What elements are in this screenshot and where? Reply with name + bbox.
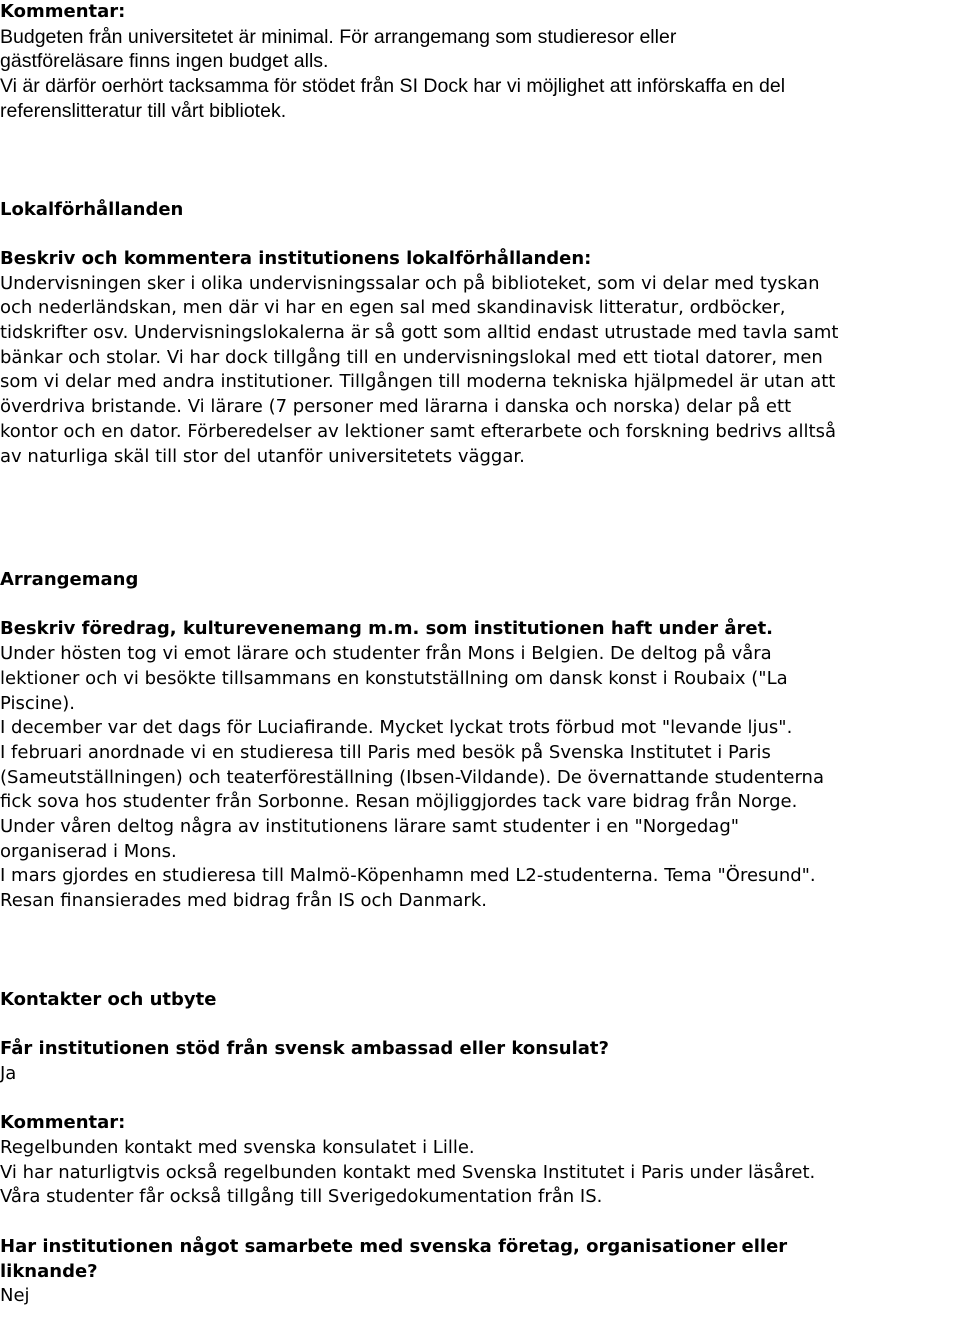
- spacer: [0, 914, 960, 988]
- intro-line: referenslitteratur till vårt bibliotek.: [0, 99, 287, 122]
- section-heading: Kontakter och utbyte: [0, 988, 217, 1010]
- answer-line: som vi delar med andra institutioner. Tillgången till moderna tekniska hjälpmedel är utan att: [0, 371, 836, 393]
- answer-line: I mars gjordes en studieresa till Malmö-Köpenhamn med L2-studenterna. Tema "Öresund".: [0, 865, 816, 887]
- comment-line: Våra studenter får också tillgång till Sverigedokumentation från IS.: [0, 1186, 603, 1208]
- kontakter-section: [0, 988, 960, 1309]
- lokal-section: [0, 198, 960, 470]
- intro-line: Budgeten från universitetet är minimal. För arrangemang som studieresor eller: [0, 25, 677, 48]
- section-question: Beskriv föredrag, kulturevenemang m.m. som institutionen haft under året.: [0, 618, 774, 640]
- spacer: [0, 1210, 960, 1235]
- answer-line: fick sova hos studenter från Sorbonne. Resan möjliggjordes tack vare bidrag från Norge.: [0, 791, 798, 813]
- comment-line: Vi har naturligtvis också regelbunden kontakt med Svenska Institutet i Paris under läsåret.: [0, 1161, 816, 1183]
- answer-line: Under hösten tog vi emot lärare och studenter från Mons i Belgien. De deltog på våra: [0, 643, 772, 665]
- section-question: Har institutionen något samarbete med svenska företag, organisationer eller: [0, 1235, 788, 1257]
- answer-line: av naturliga skäl till stor del utanför universitetets väggar.: [0, 445, 525, 467]
- answer-line: I december var det dags för Luciafirande. Mycket lyckat trots förbud mot "levande ljus".: [0, 717, 793, 739]
- spacer: [0, 222, 960, 247]
- intro-line: gästföreläsare finns ingen budget alls.: [0, 50, 329, 73]
- comment-line: Regelbunden kontakt med svenska konsulatet i Lille.: [0, 1137, 475, 1159]
- answer-line: Resan finansierades med bidrag från IS och Danmark.: [0, 890, 487, 912]
- section-question: Beskriv och kommentera institutionens lokalförhållanden:: [0, 247, 592, 269]
- arrangemang-section: [0, 568, 960, 914]
- answer-line: Piscine).: [0, 692, 75, 714]
- spacer: [0, 1013, 960, 1038]
- spacer: [0, 469, 960, 568]
- answer-line: överdriva bristande. Vi lärare (7 personer med lärarna i danska och norska) delar på ett: [0, 396, 792, 418]
- answer-line: bänkar och stolar. Vi har dock tillgång till en undervisningslokal med ett tiotal datorer, men: [0, 346, 823, 368]
- section-heading: Arrangemang: [0, 569, 139, 591]
- section-question: Får institutionen stöd från svensk ambassad eller konsulat?: [0, 1038, 609, 1060]
- answer-line: I februari anordnade vi en studieresa till Paris med besök på Svenska Institutet i Paris: [0, 741, 771, 763]
- intro-section: [0, 0, 960, 124]
- intro-comment-label: Kommentar:: [0, 1, 126, 22]
- answer-value: Nej: [0, 1285, 30, 1307]
- spacer: [0, 124, 960, 198]
- spacer: [0, 1087, 960, 1112]
- section-heading: Lokalförhållanden: [0, 198, 184, 220]
- intro-line: Vi är därför oerhört tacksamma för stödet från SI Dock har vi möjlighet att införskaffa en del: [0, 75, 786, 98]
- answer-line: Under våren deltog några av institutionens lärare samt studenter i en "Norgedag": [0, 816, 740, 838]
- answer-line: Undervisningen sker i olika undervisningssalar och på biblioteket, som vi delar med tyskan: [0, 272, 820, 294]
- answer-line: organiserad i Mons.: [0, 840, 177, 862]
- answer-line: och nederländskan, men där vi har en egen sal med skandinavisk litteratur, ordböcker,: [0, 297, 786, 319]
- answer-line: (Sameutställningen) och teaterföreställning (Ibsen-Vildande). De övernattande studenterna: [0, 766, 824, 788]
- comment-label: Kommentar:: [0, 1112, 126, 1134]
- answer-line: kontor och en dator. Förberedelser av lektioner samt efterarbete och forskning bedrivs alltså: [0, 420, 836, 442]
- answer-value: Ja: [0, 1062, 17, 1084]
- section-question: liknande?: [0, 1260, 98, 1282]
- answer-line: lektioner och vi besökte tillsammans en konstutställning om dansk konst i Roubaix ("La: [0, 667, 788, 689]
- spacer: [0, 593, 960, 618]
- answer-line: tidskrifter osv. Undervisningslokalerna är så gott som alltid endast utrustade med tavla samt: [0, 322, 839, 344]
